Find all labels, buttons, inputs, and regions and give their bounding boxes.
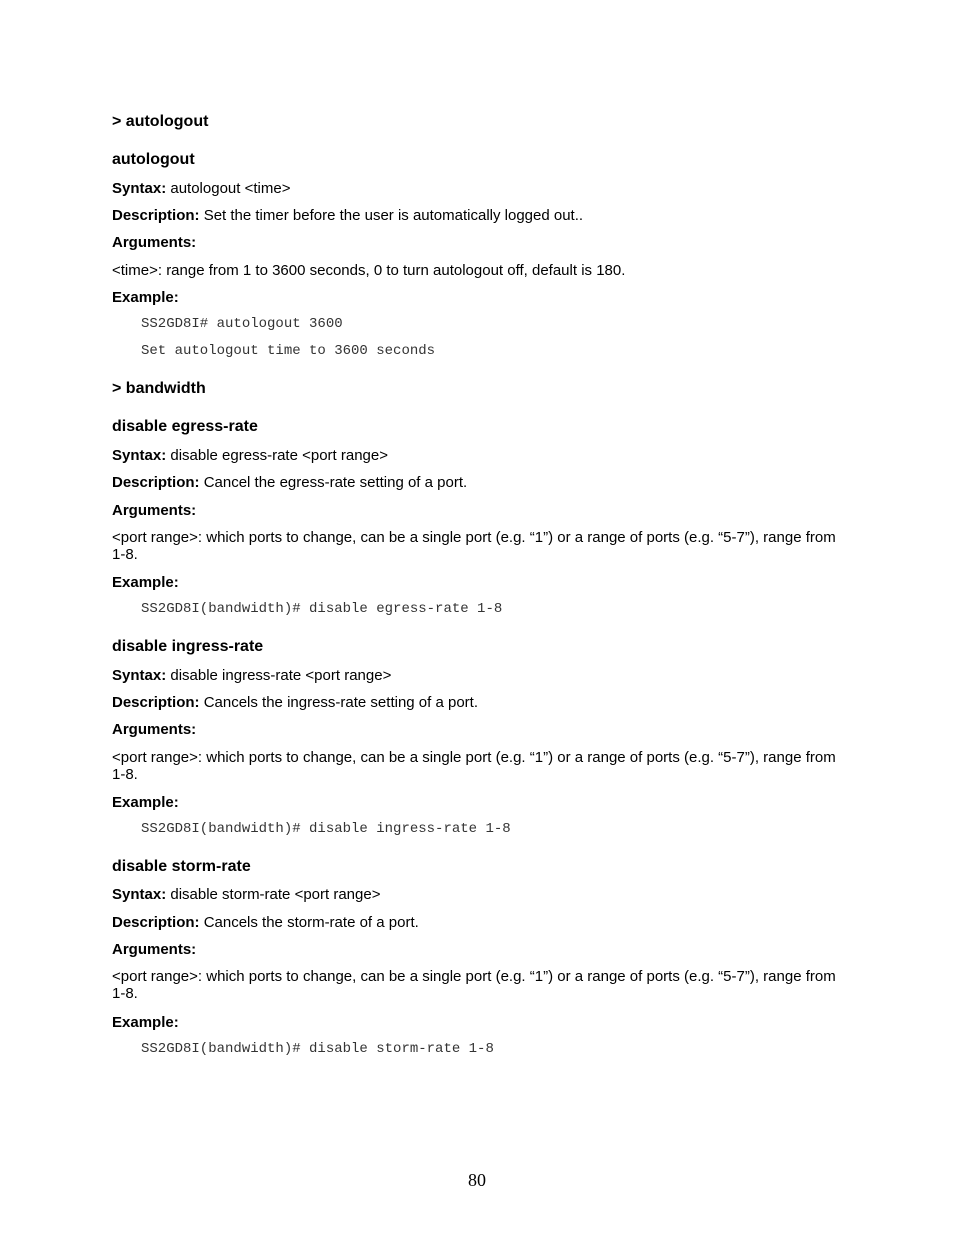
arguments-text: <port range>: which ports to change, can be a single port (e.g. “1”) or a range of ports (e.g. “5-7”), range from 1-8. — [112, 749, 836, 783]
syntax-line — [112, 447, 847, 464]
description-label: Description: — [112, 694, 200, 711]
command-title-disable-ingress-rate: disable ingress-rate — [112, 638, 264, 655]
syntax-line — [112, 667, 847, 684]
description-text: Cancels the storm-rate of a port. — [203, 914, 419, 931]
syntax-label: Syntax: — [112, 667, 167, 684]
section-heading-bandwidth: > bandwidth — [112, 380, 206, 397]
description-text: Cancel the egress-rate setting of a port. — [203, 474, 468, 491]
arguments-label: Arguments: — [112, 941, 197, 958]
arguments-text: <port range>: which ports to change, can be a single port (e.g. “1”) or a range of ports (e.g. “5-7”), range from 1-8. — [112, 968, 836, 1002]
description-text: Set the timer before the user is automatically logged out.. — [203, 207, 584, 224]
description-line — [112, 207, 847, 224]
syntax-text: disable storm-rate <port range> — [170, 886, 381, 903]
example-label: Example: — [112, 794, 179, 811]
description-label: Description: — [112, 474, 200, 491]
arguments-label: Arguments: — [112, 721, 197, 738]
syntax-label: Syntax: — [112, 886, 167, 903]
syntax-text: disable ingress-rate <port range> — [170, 667, 392, 684]
description-label: Description: — [112, 207, 200, 224]
section-heading-autologout: > autologout — [112, 113, 209, 130]
description-line — [112, 914, 847, 931]
syntax-label: Syntax: — [112, 180, 167, 197]
arguments-text: <port range>: which ports to change, can be a single port (e.g. “1”) or a range of ports (e.g. “5-7”), range from 1-8. — [112, 529, 836, 563]
syntax-line — [112, 180, 847, 197]
description-text: Cancels the ingress-rate setting of a port. — [203, 694, 478, 711]
description-line — [112, 474, 847, 491]
example-code-line: SS2GD8I(bandwidth)# disable egress-rate 1-8 — [141, 601, 503, 617]
example-code-line: SS2GD8I# autologout 3600 — [141, 316, 343, 332]
example-code-line: Set autologout time to 3600 seconds — [141, 343, 436, 359]
syntax-label: Syntax: — [112, 447, 167, 464]
syntax-text: disable egress-rate <port range> — [170, 447, 388, 464]
example-label: Example: — [112, 574, 179, 591]
example-label: Example: — [112, 1014, 179, 1031]
page-number: 80 — [468, 1170, 486, 1190]
example-label: Example: — [112, 289, 179, 306]
arguments-label: Arguments: — [112, 234, 197, 251]
description-line — [112, 694, 847, 711]
command-title-disable-storm-rate: disable storm-rate — [112, 858, 251, 875]
arguments-label: Arguments: — [112, 502, 197, 519]
arguments-text: <time>: range from 1 to 3600 seconds, 0 to turn autologout off, default is 180. — [112, 262, 626, 279]
example-code-line: SS2GD8I(bandwidth)# disable ingress-rate 1-8 — [141, 821, 511, 837]
syntax-line — [112, 886, 847, 903]
example-code-line: SS2GD8I(bandwidth)# disable storm-rate 1-8 — [141, 1041, 494, 1057]
command-title-disable-egress-rate: disable egress-rate — [112, 418, 258, 435]
command-title-autologout: autologout — [112, 151, 195, 168]
syntax-text: autologout <time> — [170, 180, 291, 197]
description-label: Description: — [112, 914, 200, 931]
